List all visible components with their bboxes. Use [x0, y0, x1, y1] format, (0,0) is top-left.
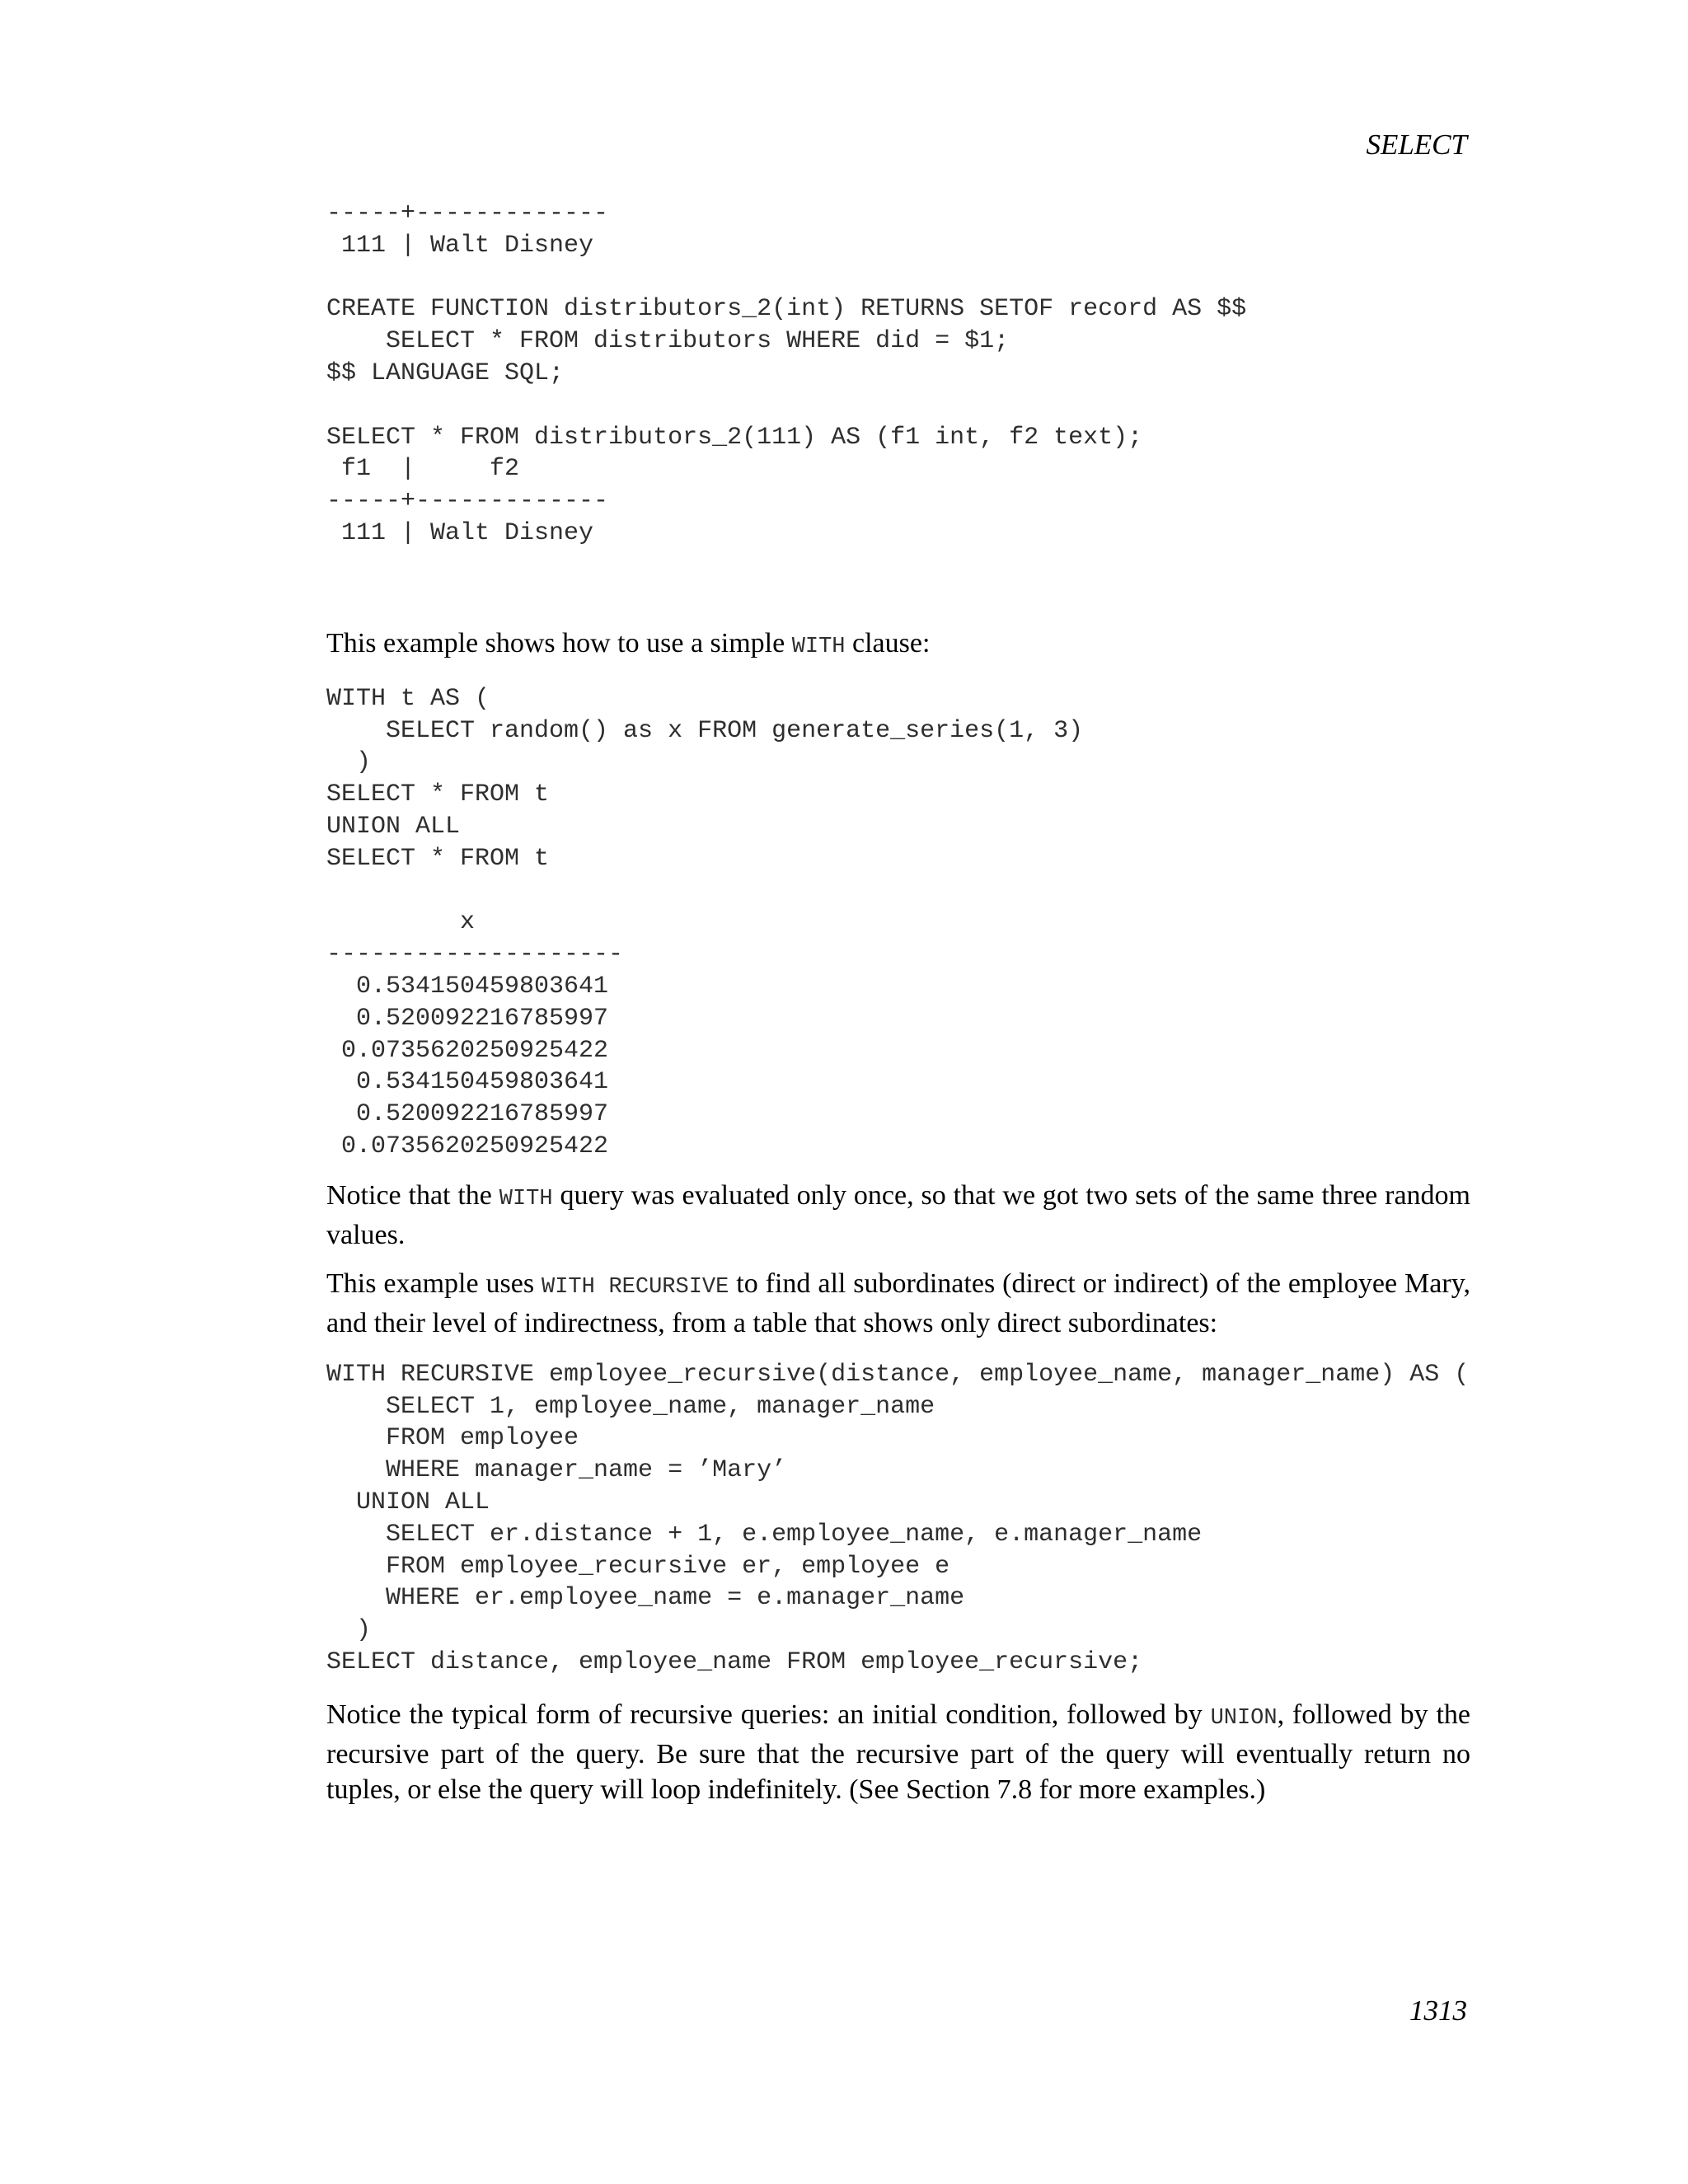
paragraph-text: , followed by the recursive part of the query. Be sure that the recursive part of the query will eventually return no tuples, or else the query will loop indefinitely. (See Section 7.8 for more examples.) [326, 1699, 1470, 1805]
inline-code: WITH [499, 1186, 553, 1212]
inline-code: WITH [791, 634, 846, 659]
paragraph-text: query was evaluated only once, so that we got two sets of the same three random values. [326, 1179, 1470, 1250]
code-block-with-query: WITH t AS ( SELECT random() as x FROM generate_series(1, 3) ) SELECT * FROM t UNION ALL SELECT * FROM t x -------------------- 0.534150459803641 0.520092216785997 0.0735620250925422 0.534150459803641 0.520092216785997 0.0735620250925422 [326, 684, 1084, 1160]
paragraph-recursive-intro [326, 1266, 1470, 1341]
page-number: 1313 [1409, 1994, 1467, 2027]
paragraph-text: Notice that the [326, 1179, 499, 1211]
page-content [326, 198, 1470, 1807]
running-header-title: SELECT [1366, 129, 1467, 161]
paragraph-text: clause: [845, 627, 931, 658]
paragraph-text: to find all subordinates (direct or indirect) of the employee Mary, and their level of indirectness, from a table that shows only direct subordinates: [326, 1268, 1470, 1338]
inline-code: WITH RECURSIVE [542, 1274, 729, 1300]
paragraph-text: This example uses [326, 1268, 542, 1299]
paragraph-text: Notice the typical form of recursive queries: an initial condition, followed by [326, 1699, 1211, 1730]
paragraph-text: This example shows how to use a simple [326, 627, 792, 658]
paragraph-with-intro [326, 626, 1470, 665]
code-block-distributors-function: -----+------------- 111 | Walt Disney CREATE FUNCTION distributors_2(int) RETURNS SETOF record AS $$ SELECT * FROM distributors WHERE did = $1; $$ LANGUAGE SQL; SELECT * FROM distributors_2(111) AS (f1 int, f2 text); f1 | f2 -----+------------- 111 | Walt Disney [326, 199, 1247, 547]
paragraph-notice-recursive [326, 1697, 1470, 1807]
paragraph-notice-with [326, 1178, 1470, 1253]
code-block-recursive-query: WITH RECURSIVE employee_recursive(distance, employee_name, manager_name) AS ( SELECT 1, employee_name, manager_name FROM employee WHERE manager_name = ’Mary’ UNION ALL SELECT er.distance + 1, e.employee_name, e.manager_name FROM employee_recursive er, employee e WHERE er.employee_name = e.manager_name ) SELECT distance, employee_name FROM employee_recursive; [326, 1360, 1470, 1676]
inline-code: UNION [1210, 1705, 1278, 1731]
